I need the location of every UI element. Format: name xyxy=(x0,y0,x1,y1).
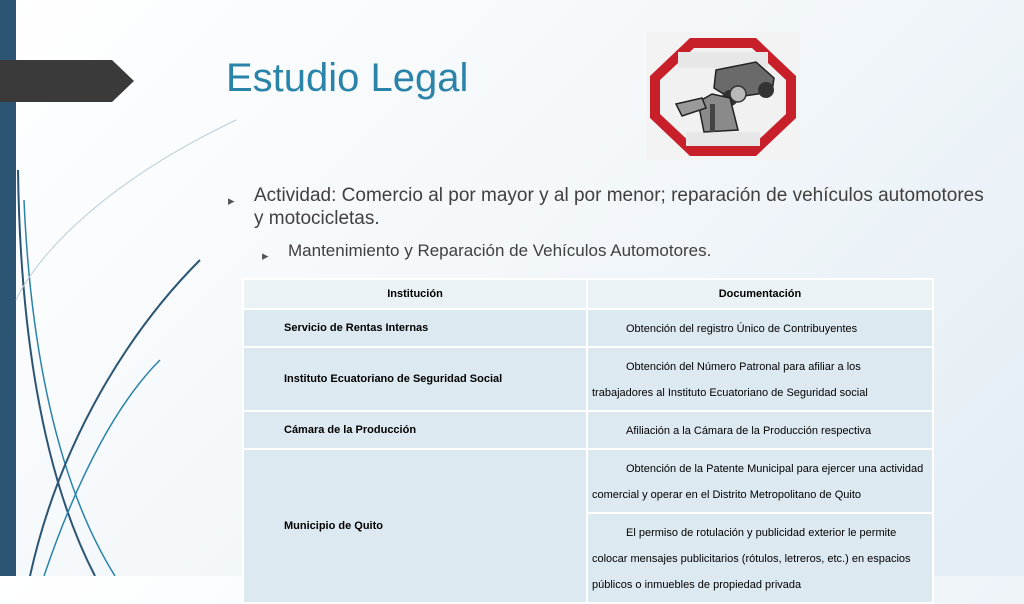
documentation-cell: Obtención del registro Único de Contribuyentes xyxy=(587,309,933,347)
bullet-list xyxy=(228,184,988,267)
institution-cell: Servicio de Rentas Internas xyxy=(243,309,587,347)
company-logo xyxy=(646,32,800,160)
institution-cell: Municipio de Quito xyxy=(243,449,587,603)
header-documentation: Documentación xyxy=(587,279,933,309)
header-institution: Institución xyxy=(243,279,587,309)
table-header-row xyxy=(243,279,933,309)
bullet-text: Mantenimiento y Reparación de Vehículos Automotores. xyxy=(288,241,712,260)
table-row xyxy=(243,449,933,513)
documentation-cell: Obtención de la Patente Municipal para ejercer una actividad comercial y operar en el Distrito Metropolitano de Quito xyxy=(587,449,933,513)
slide-title: Estudio Legal xyxy=(226,56,469,100)
institution-cell: Instituto Ecuatoriano de Seguridad Social xyxy=(243,347,587,411)
bullet-arrow-icon: ▸ xyxy=(262,248,269,263)
documentation-cell: El permiso de rotulación y publicidad exterior le permite colocar mensajes publicitarios (rótulos, letreros, etc.) en espacios públicos o inmuebles de propiedad privada xyxy=(587,513,933,603)
bullet-text: Actividad: Comercio al por mayor y al por menor; reparación de vehículos automotores y motocicletas. xyxy=(254,185,984,229)
documentation-cell: Obtención del Número Patronal para afiliar a los trabajadores al Instituto Ecuatoriano de Seguridad social xyxy=(587,347,933,411)
bullet-activity xyxy=(228,184,988,230)
table-row xyxy=(243,309,933,347)
table-row xyxy=(243,347,933,411)
bullet-subactivity xyxy=(262,240,988,267)
bullet-arrow-icon: ▸ xyxy=(228,193,235,208)
documentation-cell: Afiliación a la Cámara de la Producción respectiva xyxy=(587,411,933,449)
table-row xyxy=(243,411,933,449)
institution-cell: Cámara de la Producción xyxy=(243,411,587,449)
decorative-curves xyxy=(0,0,260,576)
documents-table xyxy=(242,278,934,604)
